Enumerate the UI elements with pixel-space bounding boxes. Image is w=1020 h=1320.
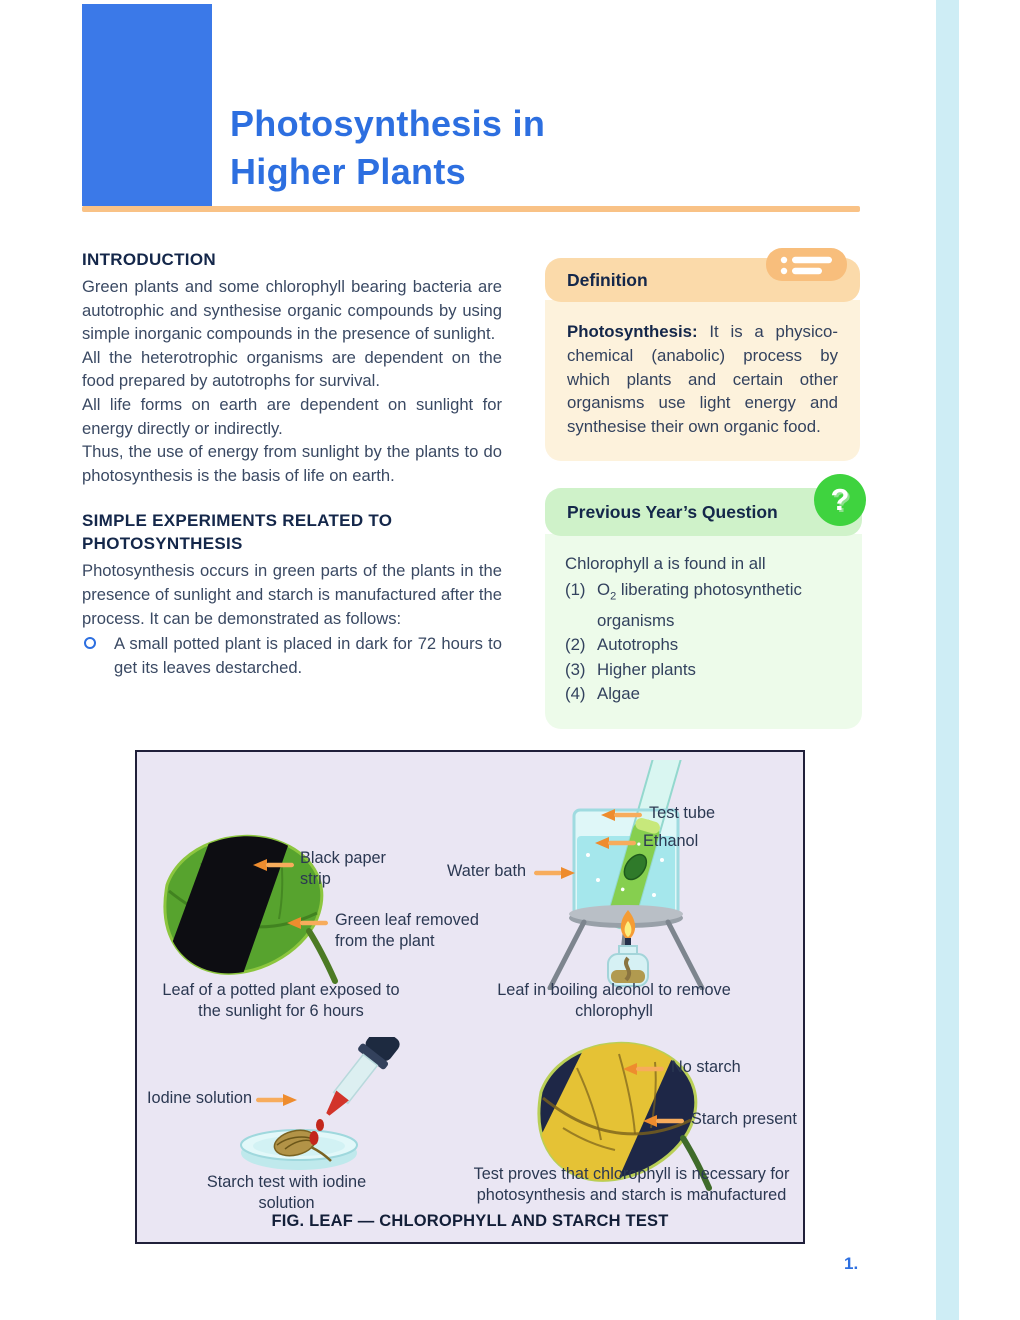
- list-icon: [766, 248, 847, 281]
- header-divider: [82, 206, 860, 212]
- page-title: [230, 100, 545, 196]
- caption-exposed-leaf: Leaf of a potted plant exposed to the sunlight for 6 hours: [162, 981, 400, 1020]
- intro-paragraph: Green plants and some chlorophyll bearing bacteria are autotrophic and synthesise organic compounds by using simple inorganic compounds in the presence of sunlight.: [82, 277, 502, 344]
- section-heading-experiments: SIMPLE EXPERIMENTS RELATED TO PHOTOSYNTHESIS: [82, 511, 393, 554]
- definition-text: It is a physico-chemical (anabolic) process by which plants and certain other organisms use light energy and synthesise their own organic food.: [567, 322, 838, 437]
- caption-boiling-alcohol: Leaf in boiling alcohol to remove chlorophyll: [497, 981, 731, 1020]
- label-no-starch: No starch: [671, 1058, 741, 1076]
- arrow-right-icon: [255, 1093, 297, 1107]
- page-edge-strip: [936, 0, 959, 1320]
- label-water-bath: Water bath: [447, 862, 527, 880]
- definition-card: [545, 252, 860, 461]
- intro-paragraph: All the heterotrophic organisms are dependent on the food prepared by autotrophs for survival.: [82, 347, 502, 391]
- arrow-left-icon: [601, 808, 643, 822]
- caption-starch-test: Starch test with iodine solution: [206, 1173, 367, 1212]
- label-ethanol: Ethanol: [643, 832, 699, 850]
- label-green-leaf-removed: Green leaf removed from the plant: [335, 911, 479, 950]
- pyq-option-3: (3) Higher plants: [565, 659, 696, 679]
- pyq-card-title: Previous Year’s Question: [545, 488, 862, 536]
- page-title-line1: Photosynthesis in: [230, 103, 546, 144]
- label-black-paper-strip: Black paper strip: [300, 849, 386, 888]
- pyq-question: Chlorophyll a is found in all: [565, 554, 766, 573]
- figure-chlorophyll-starch-test: [135, 750, 805, 1244]
- intro-paragraph: Thus, the use of energy from sunlight by the plants to do photosynthesis is the basis of life on earth.: [82, 442, 502, 485]
- arrow-left-icon: [643, 1114, 685, 1128]
- label-starch-present: Starch present: [691, 1110, 797, 1128]
- list-item: [82, 632, 502, 679]
- previous-year-question-card: [545, 482, 862, 729]
- list-item-text: A small potted plant is placed in dark for 72 hours to get its leaves destarched.: [114, 634, 502, 677]
- caption-test-proves: Test proves that chlorophyll is necessary for photosynthesis and starch is manufactured: [473, 1165, 790, 1204]
- label-iodine-solution: Iodine solution: [147, 1089, 253, 1107]
- label-test-tube: Test tube: [649, 804, 716, 822]
- experiments-paragraph: Photosynthesis occurs in green parts of the plants in the presence of sunlight and starch is manufactured after the process. It can be demonstrated as follows:: [82, 561, 502, 628]
- chapter-color-block: [82, 4, 212, 206]
- section-heading-introduction: INTRODUCTION: [82, 250, 216, 269]
- arrow-left-icon: [287, 916, 329, 930]
- arrow-left-icon: [253, 858, 295, 872]
- definition-term: Photosynthesis:: [567, 322, 698, 341]
- pyq-option-4: (4) Algae: [565, 684, 640, 704]
- main-text-column: [82, 248, 502, 679]
- bullet-circle-icon: [84, 637, 96, 649]
- definition-card-body: [545, 300, 860, 461]
- intro-paragraph: All life forms on earth are dependent on sunlight for energy directly or indirectly.: [82, 394, 502, 438]
- pyq-card-body: [545, 534, 862, 729]
- question-mark-icon: ?: [814, 474, 866, 526]
- arrow-left-icon: [595, 836, 637, 850]
- pyq-option-1: (1) $O_2$ liberating photosynthetic organisms: [565, 579, 802, 630]
- pyq-option-2: (2) Autotrophs: [565, 635, 679, 655]
- arrow-left-icon: [623, 1062, 665, 1076]
- figure-title: FIG. LEAF — CHLOROPHYLL AND STARCH TEST: [271, 1212, 669, 1230]
- arrow-right-icon: [533, 866, 575, 880]
- definition-card-title: Definition: [545, 258, 860, 302]
- page-title-line2: Higher Plants: [230, 151, 466, 192]
- page-number: 1.: [844, 1254, 859, 1273]
